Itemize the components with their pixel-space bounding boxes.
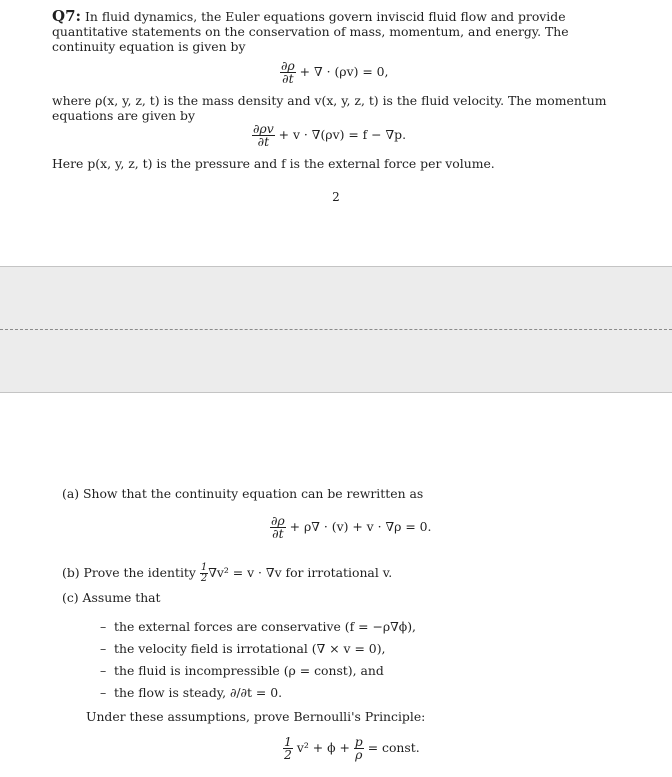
list-item: – the fluid is incompressible (ρ = const), and <box>100 663 384 678</box>
assumption-list <box>100 619 580 707</box>
where-paragraph: where ρ(x, y, z, t) is the mass density and v(x, y, z, t) is the fluid velocity. The momentum equations are given by <box>52 93 607 123</box>
part-b-half <box>200 563 208 584</box>
continuity-frac-den: ∂t <box>282 71 294 86</box>
list-item: – the velocity field is irrotational (∇ × v = 0), <box>100 641 386 656</box>
part-b-half-num: 1 <box>200 562 208 573</box>
momentum-fraction <box>252 123 275 148</box>
continuity-rest: + ∇ · (ρv) = 0, <box>299 64 389 79</box>
page-top <box>0 0 672 266</box>
list-item: – the external forces are conservative (f = −ρ∇ϕ), <box>100 619 416 634</box>
question-label: Q7: <box>52 7 82 25</box>
part-a: (a) Show that the continuity equation can be rewritten as <box>62 486 424 501</box>
momentum-rest: + v · ∇(ρv) = f − ∇p. <box>278 127 407 142</box>
page-number: 2 <box>332 190 340 204</box>
part-a-rest: + ρ∇ · (v) + v · ∇ρ = 0. <box>289 519 432 534</box>
part-a-equation <box>270 515 432 540</box>
part-a-frac-num: ∂ρ <box>271 513 285 528</box>
part-b-prefix: (b) Prove the identity <box>62 565 196 580</box>
page-gap <box>0 266 672 393</box>
page-bottom <box>0 393 672 777</box>
bernoulli-half <box>283 736 293 761</box>
part-b-half-den: 2 <box>200 573 208 584</box>
bernoulli-p-den: ρ <box>355 747 363 762</box>
part-b-suffix: ∇v² = v · ∇v for irrotational v. <box>208 565 393 580</box>
bernoulli-mid: v² + ϕ + <box>296 740 350 755</box>
momentum-equation <box>252 123 406 148</box>
bernoulli-p-frac <box>354 736 364 761</box>
bernoulli-equation <box>283 736 420 761</box>
bernoulli-p-num: p <box>354 734 363 749</box>
part-c: (c) Assume that <box>62 590 161 605</box>
list-item: – the flow is steady, ∂/∂t = 0. <box>100 685 283 700</box>
continuity-equation <box>280 60 388 85</box>
question-intro <box>52 9 622 54</box>
bernoulli-half-num: 1 <box>284 734 292 749</box>
momentum-frac-num: ∂ρv <box>253 121 274 136</box>
question-intro-text: In fluid dynamics, the Euler equations govern inviscid fluid flow and provide quantitative statements on the conservation of mass, momentum, and energy. The continuity equation is given by <box>52 9 569 54</box>
continuity-fraction <box>280 60 296 85</box>
momentum-frac-den: ∂t <box>257 134 270 149</box>
part-a-frac-den: ∂t <box>272 526 284 541</box>
here-paragraph: Here p(x, y, z, t) is the pressure and f is the external force per volume. <box>52 156 495 171</box>
bernoulli-half-den: 2 <box>284 747 292 762</box>
page-break-line <box>0 329 672 330</box>
continuity-frac-num: ∂ρ <box>281 58 295 73</box>
part-b <box>62 563 622 584</box>
bernoulli-end: = const. <box>367 740 420 755</box>
part-a-fraction <box>270 515 286 540</box>
under-text: Under these assumptions, prove Bernoulli's Principle: <box>86 709 426 724</box>
